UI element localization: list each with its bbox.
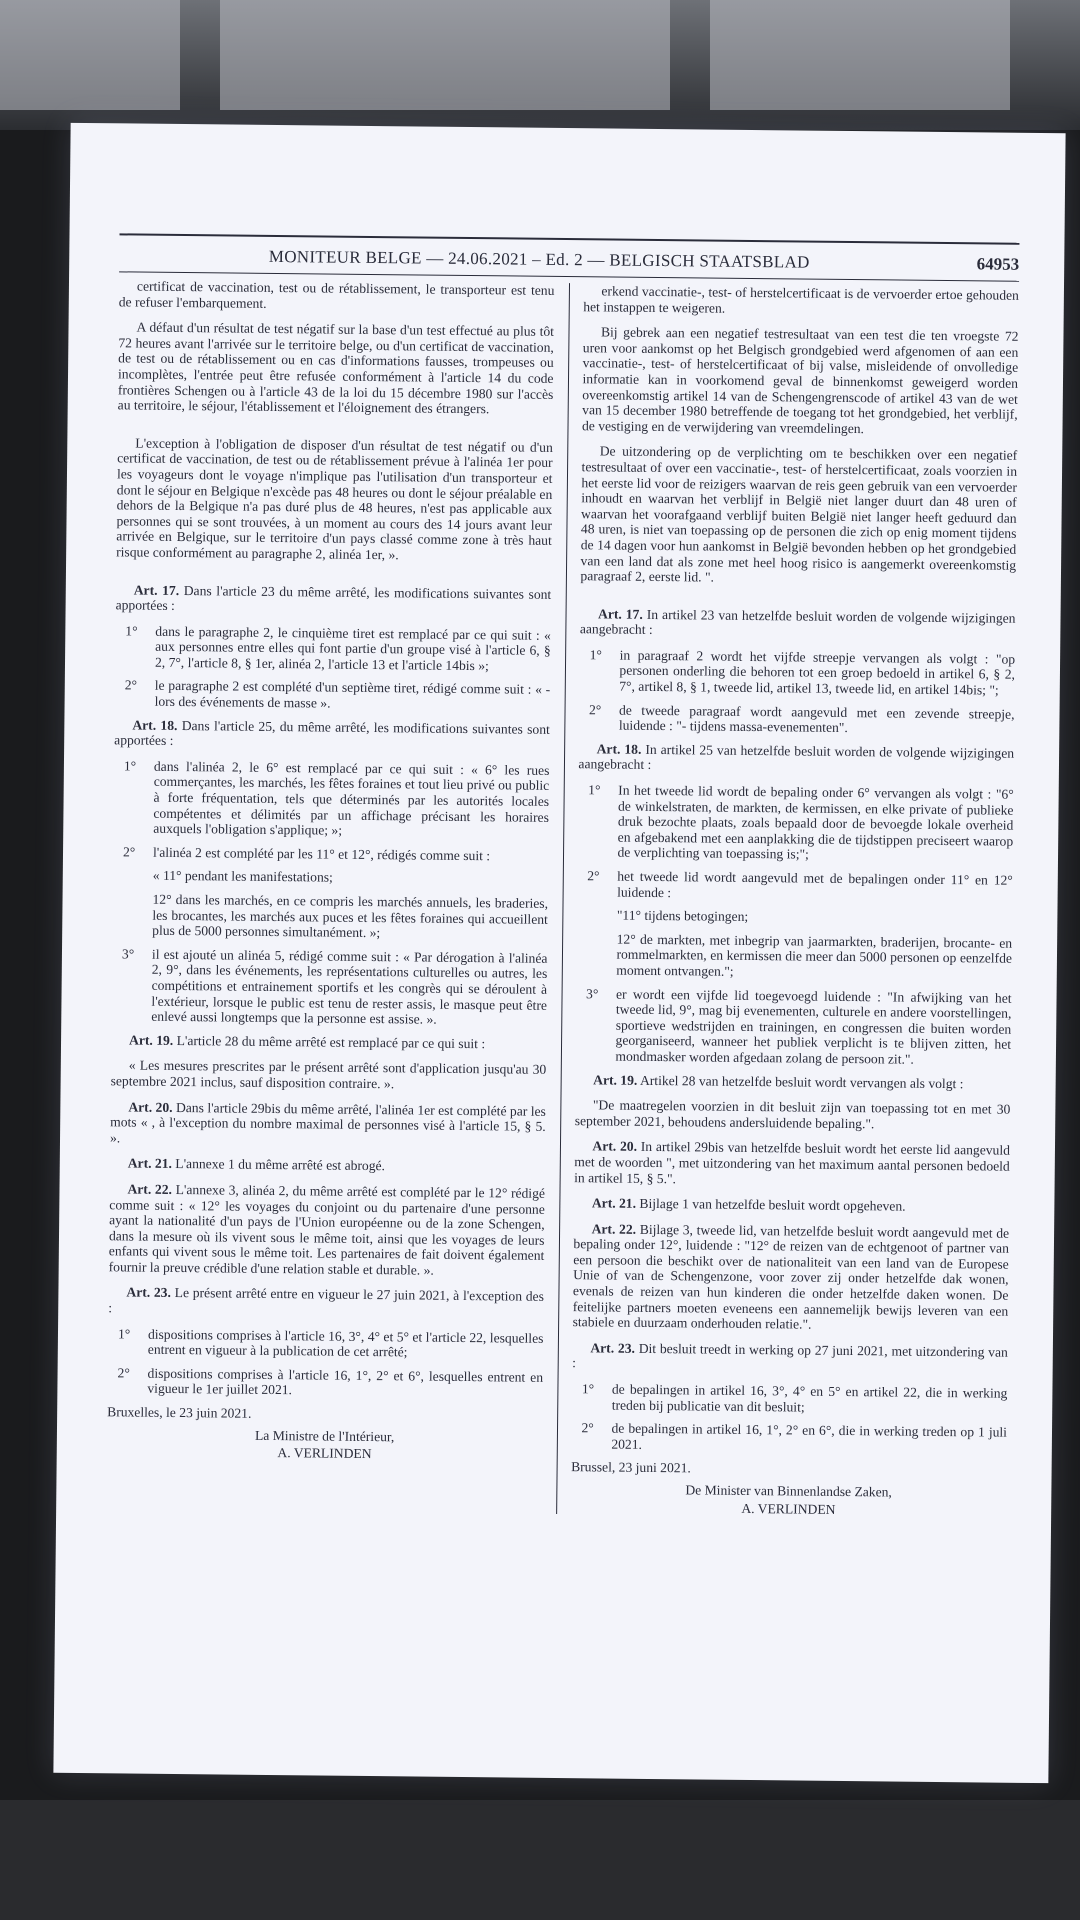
article-text: Dit besluit treedt in werking op 27 juni 2021, met uitzondering van :	[572, 1340, 1008, 1371]
list-item	[579, 647, 1015, 698]
minister-name: A. VERLINDEN	[277, 1445, 372, 1462]
item-text: er wordt een vijfde lid toegevoegd luidende : "In afwijking van het tweede lid, 9°, mag bij evenementen, culturele en andere voorstellingen, sportieve wedstrijden en trainingen, en congressen die buiten worden georganiseerd, wanneer het publiek verplicht is te blijven zitten, het mondmasker worden afgedaan zolang de persoon zit.".	[615, 986, 1012, 1067]
list-item	[579, 702, 1015, 738]
article-heading: Art. 20.	[128, 1099, 173, 1115]
article-text: In artikel 29bis van hetzelfde besluit wordt het eerste lid aangevuld met de woorden ", met uitzondering van het maximum aantal personen bedoeld in artikel 15, § 5.".	[574, 1139, 1011, 1186]
item-text: dans le paragraphe 2, le cinquième tiret est remplacé par ce qui suit : « aux personnes entre elles qui font partie d'un groupe visé à l'article 6, § 2, 7°, l'article 8, § 1er, alinéa 2, l'article 13 et l'article 14bis »;	[154, 623, 551, 674]
item-number: 3°	[586, 985, 599, 1001]
list-item	[572, 1381, 1008, 1417]
minister-name: A. VERLINDEN	[741, 1500, 836, 1517]
article-heading: Art. 19.	[593, 1071, 638, 1088]
item-text: In het tweede lid wordt de bepaling onder 6° vervangen als volgt : "6° de winkelstraten, de markten, de kermissen, en elke private of publieke druk bezochte plaats, zoals bepaald door de bevoegde lokale overheid en afgebakend met een aanplakking die de tijdstippen preciseert waarop de verplichting van toepassing is;";	[617, 782, 1014, 863]
item-text: dispositions comprises à l'article 16, 3°, 4° et 5° et l'article 22, lesquelles entrent en vigueur à la publication de cet arrêté;	[147, 1326, 544, 1360]
sub-item: "11° tijdens betogingen;	[616, 907, 749, 925]
article-text: L'annexe 3, alinéa 2, du même arrêté est complété par le 12° rédigé comme suit : « 12° les voyages du conjoint ou du partenaire d'une personne ayant la nationalité d'un pays de l'Union européenne ou de la zone Schengen, dans la mesure où ils vivent sous le même toit, ainsi que les voyages de leurs enfants qui vivent sous le même toit. Les partenaires de fait doivent également fournir la preuve crédible d'une relation stable et durable. ».	[108, 1181, 546, 1278]
article-18	[114, 717, 550, 753]
article-22	[573, 1221, 1010, 1335]
list-item	[115, 623, 551, 674]
item-number: 1°	[588, 782, 601, 798]
article-heading: Art. 17.	[597, 606, 643, 622]
item-number: 2°	[124, 677, 138, 694]
paragraph: L'exception à l'obligation de disposer d'un résultat de test négatif ou d'un certificat de vaccination, de test ou de rétablissement prévue à l'alinéa 1er pour les voyageurs dont le voyage n'implique pas l'utilisation d'un transporteur et dont le séjour en Belgique n'excède pas 48 heures ou dont le séjour préalable en dehors de la Belgique n'a pas duré plus de 48 heures, n'est pas applicable aux personnes qui se sont trouvées, à un moment au cours des 14 jours avant leur arrivée en Belgique, sur le territoire d'un pays classé comme zone à très haut risque conformément au paragraphe 2, alinéa 1er, ».	[116, 435, 553, 563]
city-date: Brussel, 23 juni 2021.	[571, 1459, 691, 1476]
item-text: il est ajouté un alinéa 5, rédigé comme suit : « Par dérogation à l'alinéa 2, 9°, dans les événements, les représentations culturelles ou autres, les compétitions et entrainement sportifs et les congrès qui se déroulent à l'extérieur, lorsque le public est tenu de rester assis, le masque peut être enlevé aussi longtemps que la personne est assise. ».	[151, 946, 548, 1027]
item-number: 1°	[123, 758, 137, 774]
city-date: Bruxelles, le 23 juin 2021.	[107, 1404, 252, 1421]
article-heading: Art. 20.	[592, 1138, 638, 1155]
sub-item: 12° de markten, met inbegrip van jaarmarkten, braderijen, brocante- en rommelmarkten, en kermissen die meer dan 5000 personen op eenzelfde moment ontvangen.";	[616, 931, 1013, 979]
list-item	[577, 782, 1013, 865]
article-23	[572, 1340, 1008, 1376]
article-20	[574, 1138, 1010, 1189]
article-heading: Art. 18.	[596, 741, 642, 757]
dutch-column	[557, 283, 1019, 1519]
item-number: 1°	[117, 1326, 131, 1342]
article-text: Dans l'article 23 du même arrêté, les modifications suivantes sont apportées :	[115, 582, 552, 614]
article-19	[575, 1072, 1011, 1092]
article-text: L'annexe 1 du même arrêté est abrogé.	[175, 1156, 386, 1174]
article-text: Bijlage 3, tweede lid, van hetzelfde besluit wordt aangevuld met de bepaling onder 12°, luidende : "12° de reizen van de echtgenoot of partner van een persoon die beschikt over de nationaliteit van een land van de Europese Unie of van de Schengenzone, voor zover zij onder hetzelfde dak wonen, evenals de reizen van hun kinderen die onder hetzelfde daken wonen. De feitelijke partners moeten eveneens een aannemelijk bewijs leveren van een stabiele en duurzaam onderhouden relatie.".	[572, 1221, 1010, 1332]
article-heading: Art. 21.	[127, 1155, 173, 1172]
article-20	[110, 1099, 546, 1150]
list-item	[113, 844, 549, 864]
masthead-title: MONITEUR BELGE — 24.06.2021 – Ed. 2 — BELGISCH STAATSBLAD	[268, 246, 810, 272]
item-number: 1°	[581, 1381, 595, 1397]
signature-block	[571, 1481, 1007, 1519]
list-item	[571, 1420, 1007, 1456]
item-text: in paragraaf 2 wordt het vijfde streepje vervangen als volgt : "op personen onderling die behoren tot een groep bedoeld in artikel 6, § 2, 7°, artikel 8, § 1, tweede lid, artikel 13, tweede lid, en artikel 14bis; ";	[619, 647, 1016, 698]
article-19	[111, 1032, 547, 1052]
page-number: 64953	[976, 254, 1020, 274]
item-text: l'alinéa 2 est complété par les 11° et 12°, rédigés comme suit :	[152, 844, 491, 864]
item-number: 2°	[588, 701, 602, 718]
article-text: Le présent arrêté entre en vigueur le 27 juin 2021, à l'exception des :	[108, 1285, 544, 1316]
article-text: Bijlage 1 van hetzelfde besluit wordt opgeheven.	[639, 1195, 906, 1214]
minister-title: De Minister van Binnenlandse Zaken,	[685, 1482, 892, 1500]
sub-item: 12° dans les marchés, en ce compris les marchés annuels, les braderies, les brocantes, les marchés aux puces et les fêtes foraines qui accueillent plus de 5000 personnes simultanément. »;	[152, 891, 549, 941]
item-number: 2°	[122, 844, 136, 860]
item-text: le paragraphe 2 est complété d'un septième tiret, rédigé comme suit : « - lors des événements de masse ».	[154, 678, 551, 711]
item-text: dans l'alinéa 2, le 6° est remplacé par ce qui suit : « 6° les rues commerçantes, les marchés, les fêtes foraines et tout lieu privé ou public à forte fréquentation, tels que déterminés par les autorités locales compétentes et délimités par un affichage précisant les horaires auxquels l'obligation s'applique; »;	[153, 758, 550, 838]
list-item	[113, 758, 549, 841]
article-18	[578, 741, 1014, 777]
article-17	[116, 582, 552, 618]
item-text: dispositions comprises à l'article 16, 1°, 2° et 6°, lesquelles entrent en vigueur le 1er juillet 2021.	[147, 1365, 544, 1398]
french-column	[106, 278, 569, 1514]
list-item	[577, 868, 1013, 904]
article-text: In artikel 25 van hetzelfde besluit worden de volgende wijzigingen aangebracht :	[578, 741, 1015, 773]
paragraph: A défaut d'un résultat de test négatif sur la base d'un test effectué au plus tôt 72 heures avant l'arrivée sur le territoire belge, ou d'un certificat de vaccination, de test ou de rétablissement ou en cas d'informations fausses, trompeuses ou incomplètes, l'entrée peut être refusée conformément à l'article 14 du code frontières Schengen ou à l'article 43 de la loi du 15 décembre 1980 sur l'accès au territoire, le séjour, l'établissement et l'éloignement des étrangers.	[117, 319, 555, 417]
article-heading: Art. 18.	[132, 717, 178, 733]
item-number: 2°	[581, 1420, 594, 1436]
article-heading: Art. 22.	[127, 1181, 173, 1197]
article-heading: Art. 17.	[133, 582, 180, 598]
paragraph: « Les mesures prescrites par le présent arrêté sont d'application jusqu'au 30 septembre 2021 inclus, sauf disposition contraire. ».	[110, 1057, 547, 1092]
article-21	[110, 1156, 546, 1176]
article-23	[108, 1285, 544, 1321]
list-item	[575, 986, 1011, 1069]
article-heading: Art. 21.	[591, 1195, 637, 1211]
display-screen	[53, 123, 1065, 1783]
ceiling-light-panel	[0, 0, 180, 110]
article-17	[580, 606, 1016, 642]
item-text: de bepalingen in artikel 16, 3°, 4° en 5° en artikel 22, die in werking treden bij publicatie van dit besluit;	[611, 1381, 1008, 1415]
article-heading: Art. 23.	[590, 1340, 636, 1356]
minister-title: La Ministre de l'Intérieur,	[254, 1427, 395, 1444]
list-item	[108, 1326, 544, 1362]
article-22	[109, 1181, 545, 1279]
list-item	[115, 678, 551, 714]
paragraph: certificat de vaccination, test ou de rétablissement, le transporteur est tenu de refuser l'embarquement.	[118, 278, 555, 311]
item-number: 3°	[121, 946, 135, 962]
list-item	[107, 1365, 543, 1401]
paragraph: Bij gebrek aan een negatief testresultaat van een test die ten vroegste 72 uren voor aankomst op het Belgisch grondgebied werd afgenomen of aan een vaccinatie-, test- of herstelcertificaat of bij valse, misleidende of onvolledige informatie kan in voorkomend geval de binnenkomst geweigerd worden overeenkomstig artikel 14 van de Schengengrenscode of artikel 43 van de wet van 15 december 1980 betreffende de toegang tot het grondgebied, het verblijf, de vestiging en de verwijdering van vreemdelingen.	[581, 324, 1019, 436]
ceiling-background	[0, 0, 1080, 130]
article-text: L'article 28 du même arrêté est remplacé par ce qui suit :	[176, 1032, 486, 1051]
paragraph: "De maatregelen voorzien in dit besluit zijn van toepassing tot en met 30 september 2021, behoudens andersluidende bepaling.".	[574, 1097, 1011, 1132]
article-text: In artikel 23 van hetzelfde besluit worden de volgende wijzigingen aangebracht :	[579, 606, 1016, 638]
sub-item: « 11° pendant les manifestations;	[152, 868, 333, 886]
item-text: het tweede lid wordt aangevuld met de bepalingen onder 11° en 12° luidende :	[617, 868, 1013, 900]
display-frame-bottom	[0, 1800, 1080, 1920]
article-text: Dans l'article 25, du même arrêté, les modifications suivantes sont apportées :	[114, 717, 550, 749]
paragraph: De uitzondering op de verplichting om te beschikken over een negatief testresultaat of over een vaccinatie-, test- of herstelcertificaat, zoals voorzien in het eerste lid voor de reizigers waarvan de reis geen gebruik van een vervoerder inhoudt en waarvan het verblijf in België niet langer duurt dan 48 uren of waarvan het voorafgaand verblijf buiten België niet langer heeft geduurd dan 48 uren, is niet van toepassing op de personen die zich op enig moment tijdens de 14 dagen voor hun aankomst in België bevonden hebben op het grondgebied van een land dat als zone met heel hoog risico is aangemerkt overeenkomstig paragraaf 2, eerste lid. ".	[580, 443, 1018, 585]
list-item	[111, 946, 547, 1029]
item-number: 1°	[125, 623, 138, 639]
article-text: Dans l'article 29bis du même arrêté, l'alinéa 1er est complété par les mots « , à l'exception du nombre maximal de personnes visé à l'article 15, § 5. ».	[109, 1099, 546, 1146]
item-number: 1°	[589, 647, 602, 663]
item-number: 2°	[117, 1365, 130, 1381]
signature-block	[107, 1426, 543, 1464]
paragraph: erkend vaccinatie-, test- of herstelcertificaat is de vervoerder ertoe gehouden het instappen te weigeren.	[583, 283, 1019, 316]
article-21	[574, 1195, 1010, 1215]
item-text: de bepalingen in artikel 16, 1°, 2° en 6°, die in werking treden op 1 juli 2021.	[611, 1420, 1008, 1452]
article-text: Artikel 28 van hetzelfde besluit wordt vervangen als volgt :	[639, 1072, 964, 1091]
ceiling-light-panel	[220, 0, 670, 110]
article-heading: Art. 22.	[591, 1221, 637, 1237]
item-number: 2°	[587, 868, 600, 884]
two-column-body	[106, 278, 1019, 1519]
article-heading: Art. 19.	[128, 1032, 174, 1048]
ceiling-light-panel	[710, 0, 1010, 110]
article-heading: Art. 23.	[126, 1284, 172, 1301]
item-text: de tweede paragraaf wordt aangevuld met een zevende streepje, luidende : "- tijdens massa-evenementen".	[618, 702, 1015, 736]
